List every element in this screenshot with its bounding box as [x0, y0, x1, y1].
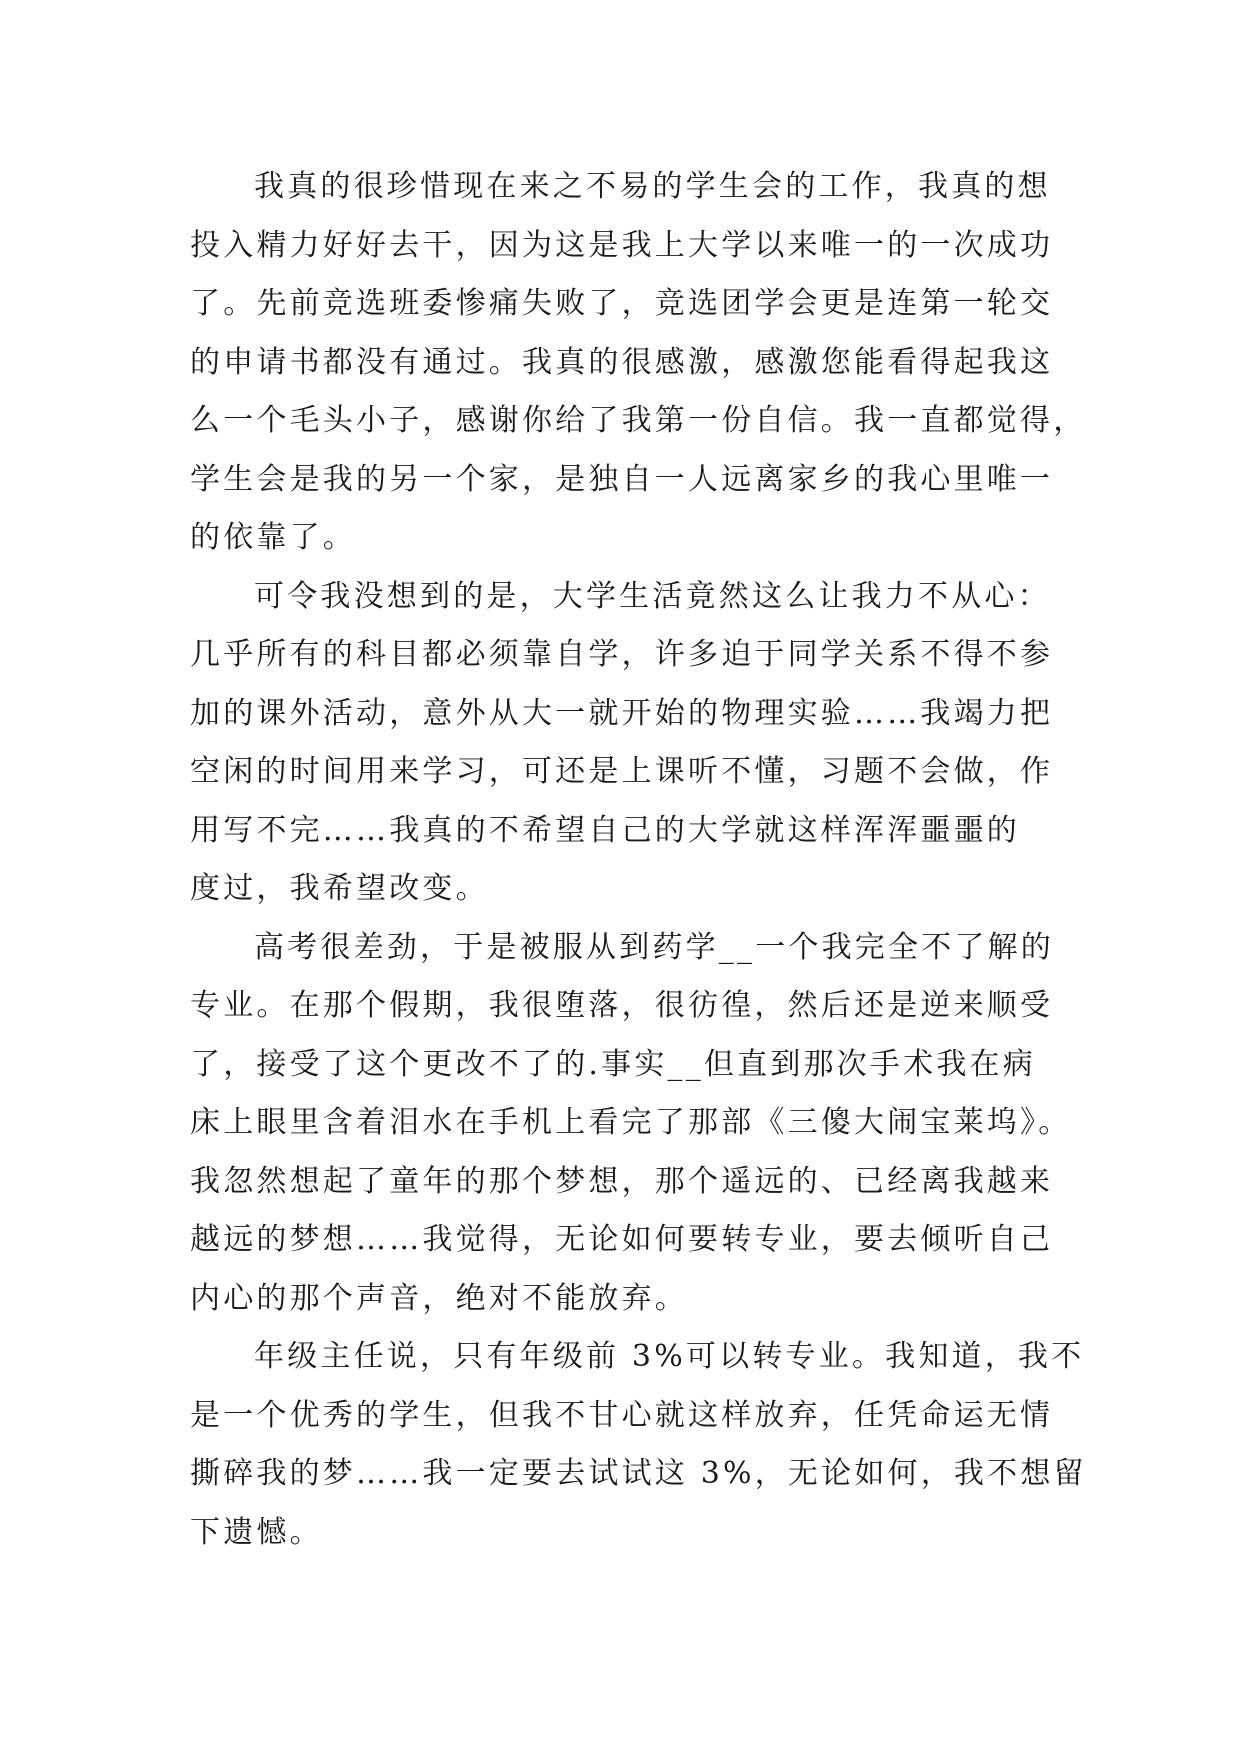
paragraph-1	[190, 158, 1087, 568]
text-line: 是一个优秀的学生，但我不甘心就这样放弃，任凭命运无情	[190, 1397, 1054, 1433]
paragraph-2	[190, 568, 1054, 919]
text-line: 我真的很珍惜现在来之不易的学生会的工作，我真的想	[254, 169, 1051, 204]
paragraph-4	[190, 1328, 1087, 1562]
text-line: 了，接受了这个更改不了的.事实__但直到那次手术我在病	[190, 1046, 1036, 1082]
text-line: 加的课外活动，意外从大一就开始的物理实验……我竭力把	[190, 695, 1054, 731]
text-line: 空闲的时间用来学习，可还是上课听不懂，习题不会做，作	[190, 754, 1054, 789]
text-line: 年级主任说，只有年级前 3%可以转专业。我知道，我不	[254, 1339, 1085, 1374]
text-line: 的申请书都没有通过。我真的很感激，感激您能看得起我这	[190, 344, 1054, 380]
text-line: 床上眼里含着泪水在手机上看完了那部《三傻大闹宝莱坞》。	[190, 1105, 1072, 1140]
text-line: 用写不完……我真的不希望自己的大学就这样浑浑噩噩的	[190, 812, 1020, 848]
text-line: 专业。在那个假期，我很堕落，很彷徨，然后还是逆来顺受	[190, 988, 1054, 1023]
paragraph-3	[190, 919, 1072, 1329]
text-line: 的依靠了。	[190, 520, 356, 555]
text-line: 越远的梦想……我觉得，无论如何要转专业，要去倾听自己	[190, 1222, 1054, 1257]
text-line: 我忽然想起了童年的那个梦想，那个遥远的、已经离我越来	[190, 1163, 1054, 1199]
text-line: 投入精力好好去干，因为这是我上大学以来唯一的一次成功	[190, 227, 1054, 263]
text-line: 内心的那个声音，绝对不能放弃。	[190, 1280, 688, 1316]
text-line: 度过，我希望改变。	[190, 871, 489, 906]
text-line: 撕碎我的梦……我一定要去试试这 3%，无论如何，我不想留	[190, 1456, 1087, 1491]
text-line: 可令我没想到的是，大学生活竟然这么让我力不从心：	[254, 578, 1051, 614]
text-line: 高考很差劲，于是被服从到药学__一个我完全不了解的	[254, 929, 1054, 965]
text-line: 几乎所有的科目都必须靠自学，许多迫于同学关系不得不参	[190, 637, 1054, 672]
text-line: 么一个毛头小子，感谢你给了我第一份自信。我一直都觉得，	[190, 403, 1087, 438]
text-line: 下遗憾。	[190, 1514, 323, 1550]
text-line: 了。先前竞选班委惨痛失败了，竞选团学会更是连第一轮交	[190, 286, 1054, 321]
document-body	[190, 158, 1087, 1562]
text-line: 学生会是我的另一个家，是独自一人远离家乡的我心里唯一	[190, 461, 1054, 497]
